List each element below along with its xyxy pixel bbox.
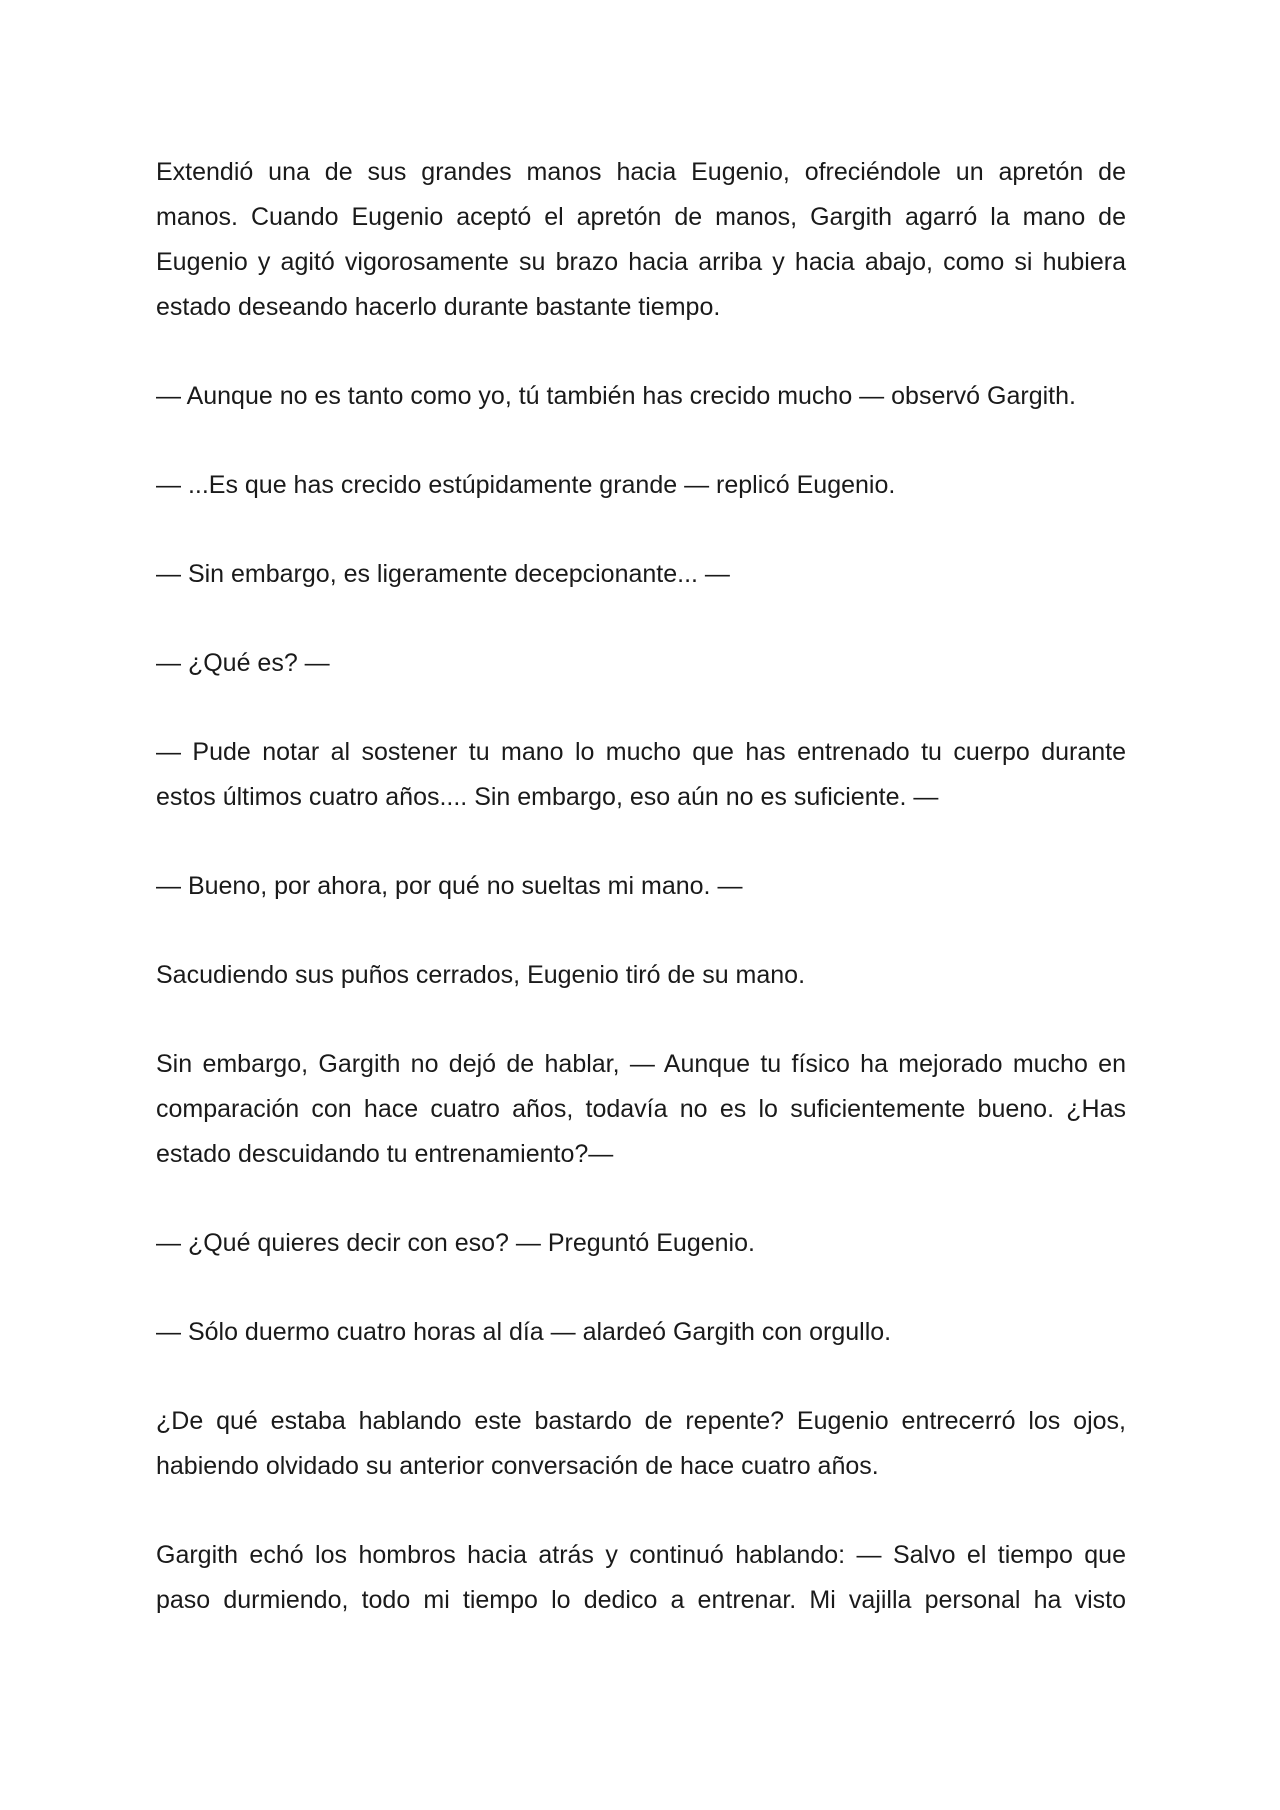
- paragraph: — Pude notar al sostener tu mano lo mucho que has entrenado tu cuerpo durante estos últimos cuatro años.... Sin embargo, eso aún no es suficiente. —: [156, 738, 1126, 811]
- paragraph: — Aunque no es tanto como yo, tú también has crecido mucho — observó Gargith.: [156, 382, 1076, 410]
- paragraph: Gargith echó los hombros hacia atrás y continuó hablando: — Salvo el tiempo que paso durmiendo, todo mi tiempo lo dedico a entrenar. Mi vajilla personal ha visto: [156, 1541, 1126, 1614]
- paragraph: — ¿Qué quieres decir con eso? — Preguntó Eugenio.: [156, 1229, 755, 1257]
- paragraph: — Bueno, por ahora, por qué no sueltas mi mano. —: [156, 872, 743, 900]
- paragraph: Sin embargo, Gargith no dejó de hablar, — Aunque tu físico ha mejorado mucho en comparación con hace cuatro años, todavía no es lo suficientemente bueno. ¿Has estado descuidando tu entrenamiento?—: [156, 1050, 1126, 1168]
- document-body: [156, 150, 1126, 1623]
- paragraph: Sacudiendo sus puños cerrados, Eugenio tiró de su mano.: [156, 961, 806, 989]
- paragraph: ¿De qué estaba hablando este bastardo de repente? Eugenio entrecerró los ojos, habiendo olvidado su anterior conversación de hace cuatro años.: [156, 1407, 1126, 1480]
- paragraph: — Sólo duermo cuatro horas al día — alardeó Gargith con orgullo.: [156, 1318, 892, 1346]
- paragraph: — ¿Qué es? —: [156, 649, 330, 677]
- paragraph: Extendió una de sus grandes manos hacia Eugenio, ofreciéndole un apretón de manos. Cuando Eugenio aceptó el apretón de manos, Gargith agarró la mano de Eugenio y agitó vigorosamente su brazo hacia arriba y hacia abajo, como si hubiera estado deseando hacerlo durante bastante tiempo.: [156, 158, 1126, 321]
- paragraph: — Sin embargo, es ligeramente decepcionante... —: [156, 560, 730, 588]
- paragraph: — ...Es que has crecido estúpidamente grande — replicó Eugenio.: [156, 471, 896, 499]
